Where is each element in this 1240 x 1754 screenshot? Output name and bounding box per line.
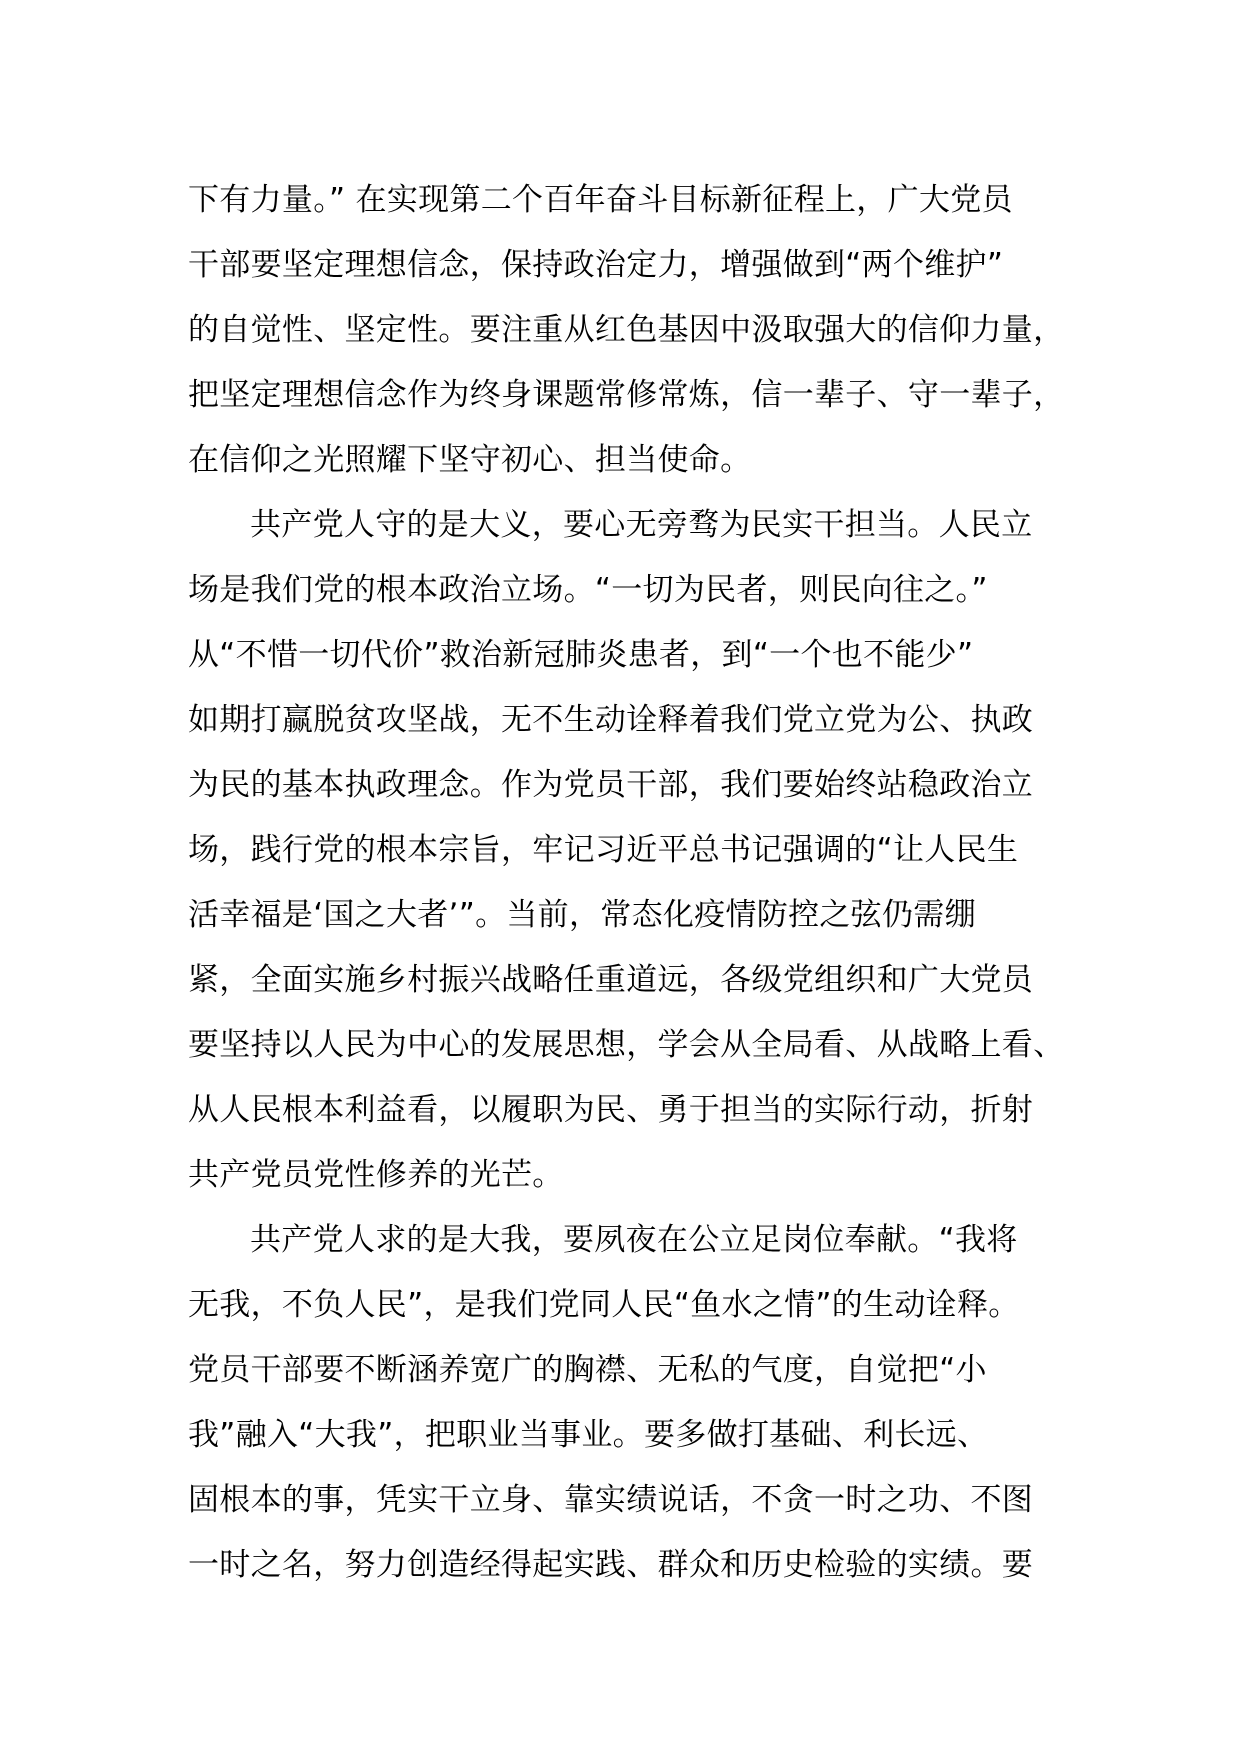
text-line: 场，践行党的根本宗旨，牢记习近平总书记强调的“让人民生 xyxy=(188,832,1019,868)
text-line: 活幸福是‘国之大者’”。当前，常态化疫情防控之弦仍需绷 xyxy=(188,897,976,933)
text-line: 固根本的事，凭实干立身、靠实绩说话，不贪一时之功、不图 xyxy=(188,1482,1034,1518)
text-line: 干部要坚定理想信念，保持政治定力，增强做到“两个维护” xyxy=(188,247,1004,283)
text-line: 在信仰之光照耀下坚守初心、担当使命。 xyxy=(188,442,752,478)
text-line: 紧，全面实施乡村振兴战略任重道远，各级党组织和广大党员 xyxy=(188,962,1034,998)
text-line: 共产党员党性修养的光芒。 xyxy=(188,1157,564,1193)
text-line: 从“不惜一切代价”救治新冠肺炎患者，到“一个也不能少” xyxy=(188,637,974,673)
body-text xyxy=(188,168,1088,1598)
text-line: 要坚持以人民为中心的发展思想，学会从全局看、从战略上看、 xyxy=(188,1027,1065,1063)
text-line: 把坚定理想信念作为终身课题常修常炼，信一辈子、守一辈子， xyxy=(188,377,1065,413)
text-line: 党员干部要不断涵养宽广的胸襟、无私的气度，自觉把“小 xyxy=(188,1352,987,1388)
text-line: 一时之名，努力创造经得起实践、群众和历史检验的实绩。要 xyxy=(188,1547,1034,1583)
text-line: 无我，不负人民”，是我们党同人民“鱼水之情”的生动诠释。 xyxy=(188,1287,1020,1323)
text-line: 的自觉性、坚定性。要注重从红色基因中汲取强大的信仰力量， xyxy=(188,312,1065,348)
paragraph-first-line: 共产党人守的是大义，要心无旁骛为民实干担当。人民立 xyxy=(250,507,1033,543)
text-line: 如期打赢脱贫攻坚战，无不生动诠释着我们党立党为公、执政 xyxy=(188,702,1034,738)
text-line: 从人民根本利益看，以履职为民、勇于担当的实际行动，折射 xyxy=(188,1092,1034,1128)
text-line: 场是我们党的根本政治立场。“一切为民者，则民向往之。” xyxy=(188,572,988,608)
paragraph-first-line: 共产党人求的是大我，要夙夜在公立足岗位奉献。“我将 xyxy=(250,1222,1018,1258)
text-line: 我”融入“大我”，把职业当事业。要多做打基础、利长远、 xyxy=(188,1417,989,1453)
text-line: 下有力量。” 在实现第二个百年奋斗目标新征程上，广大党员 xyxy=(188,182,1013,218)
text-line: 为民的基本执政理念。作为党员干部，我们要始终站稳政治立 xyxy=(188,767,1034,803)
